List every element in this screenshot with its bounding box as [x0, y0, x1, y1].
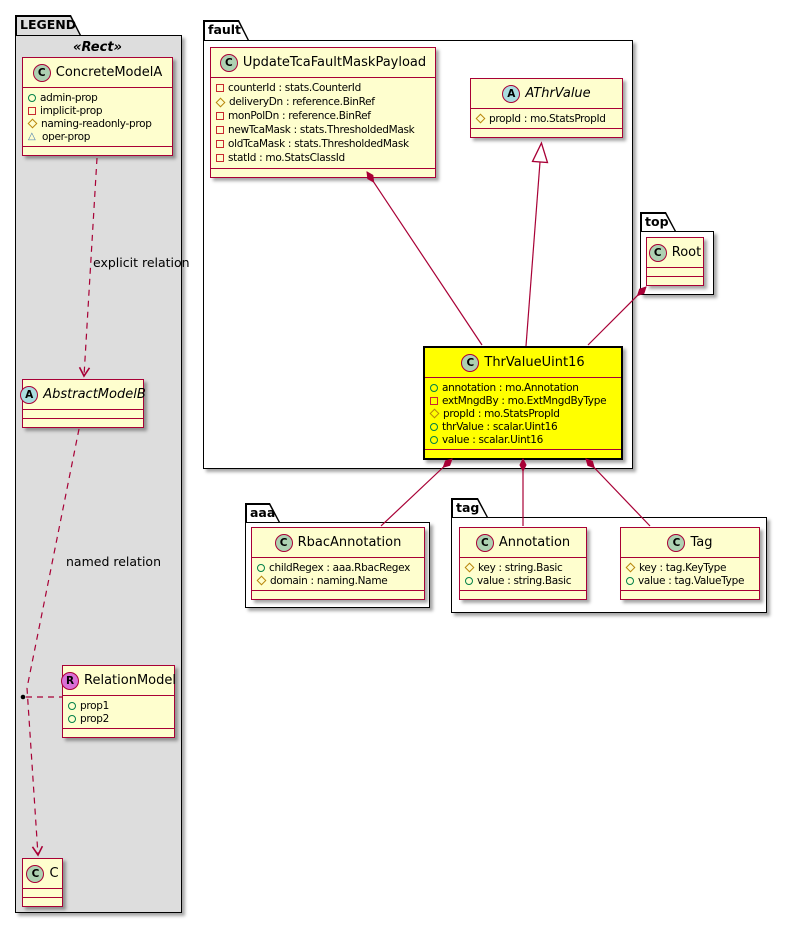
member-label: deliveryDn : reference.BinRef: [229, 96, 375, 108]
member-label: thrValue : scalar.Uint16: [442, 420, 558, 433]
member-row: [211, 123, 435, 137]
member-row: [211, 81, 435, 95]
visibility-diamond-icon: [430, 409, 440, 419]
class-name: ConcreteModelA: [55, 65, 163, 80]
visibility-circle-icon: [68, 702, 76, 710]
package-legend: [15, 35, 182, 913]
member-row: [211, 151, 435, 165]
empty-compartment: [460, 590, 586, 599]
member-label: childRegex : aaa.RbacRegex: [269, 561, 411, 574]
visibility-triangle-icon: [28, 132, 38, 142]
empty-compartment: [23, 897, 62, 906]
class-spot-icon: C: [220, 54, 238, 72]
member-label: key : string.Basic: [478, 561, 563, 574]
class-annotation: [459, 527, 587, 600]
member-row: [425, 420, 621, 433]
member-row: [460, 561, 586, 574]
class-spot-icon: C: [26, 865, 44, 883]
class-name: UpdateTcaFaultMaskPayload: [242, 55, 427, 70]
visibility-circle-icon: [68, 715, 76, 723]
package-tab-legend: [15, 15, 81, 35]
class-root: [646, 237, 704, 286]
class-name: Annotation: [498, 535, 571, 550]
member-label: naming-readonly-prop: [41, 117, 152, 130]
member-label: oper-prop: [42, 130, 91, 143]
relation-composition-thrvalueuint16-tag: [586, 459, 650, 526]
empty-compartment: [23, 418, 143, 427]
visibility-diamond-icon: [465, 563, 475, 573]
empty-compartment: [621, 590, 759, 599]
relation-composition-thrvalueuint16-rbacannotation: [381, 459, 452, 526]
empty-compartment: [23, 888, 62, 897]
relation-label-explicit: explicit relation: [93, 255, 190, 270]
member-label: counterId : stats.CounterId: [228, 82, 361, 94]
member-row: [63, 699, 174, 712]
class-name: RelationModel: [84, 673, 176, 688]
package-name-aaa: aaa: [250, 505, 276, 520]
class-name: Tag: [690, 535, 713, 550]
member-row: [425, 433, 621, 446]
visibility-circle-icon: [28, 94, 36, 102]
member-label: value : string.Basic: [477, 574, 572, 587]
class-name: RbacAnnotation: [297, 535, 402, 550]
empty-compartment: [425, 449, 621, 458]
abstract-spot-icon: A: [502, 85, 520, 103]
package-name-legend: LEGEND: [20, 17, 77, 32]
member-row: [211, 95, 435, 109]
empty-compartment: [647, 267, 703, 276]
visibility-circle-icon: [465, 577, 473, 585]
visibility-diamond-icon: [28, 119, 38, 129]
member-label: annotation : mo.Annotation: [442, 381, 579, 394]
empty-compartment: [63, 728, 174, 737]
package-tab-aaa: [245, 503, 280, 522]
empty-compartment: [23, 146, 172, 155]
class-name: C: [49, 866, 59, 881]
member-row: [211, 137, 435, 151]
class-tag: [620, 527, 760, 600]
empty-compartment: [211, 168, 435, 177]
class-update-tca-fault-mask-payload: [210, 47, 436, 178]
member-label: prop2: [80, 712, 110, 725]
legend-stereotype: «Rect»: [73, 40, 122, 55]
class-thr-value-uint16: [423, 346, 623, 460]
class-spot-icon: C: [275, 534, 293, 552]
member-row: [23, 91, 172, 104]
member-row: [425, 381, 621, 394]
visibility-circle-icon: [626, 577, 634, 585]
class-concrete-model-a: [22, 57, 173, 156]
empty-compartment: [23, 409, 143, 418]
class-abstract-model-b: [22, 379, 144, 428]
package-tab-fault: [203, 20, 249, 40]
member-label: value : scalar.Uint16: [442, 433, 544, 446]
member-label: value : tag.ValueType: [638, 574, 745, 587]
member-row: [252, 574, 424, 587]
package-name-tag: tag: [456, 500, 480, 515]
member-row: [621, 561, 759, 574]
member-label: admin-prop: [40, 91, 98, 104]
member-label: newTcaMask : stats.ThresholdedMask: [228, 124, 415, 136]
visibility-square-icon: [430, 397, 438, 405]
member-label: prop1: [80, 699, 110, 712]
class-rbac-annotation: [251, 527, 425, 600]
visibility-circle-icon: [257, 564, 265, 572]
visibility-circle-icon: [430, 423, 438, 431]
package-name-fault: fault: [208, 22, 242, 37]
class-spot-icon: C: [476, 534, 494, 552]
visibility-square-icon: [216, 140, 224, 148]
class-relation-model: [62, 665, 175, 738]
empty-compartment: [252, 590, 424, 599]
member-row: [621, 574, 759, 587]
empty-compartment: [471, 128, 622, 137]
visibility-circle-icon: [430, 436, 438, 444]
class-name: AbstractModelB: [43, 387, 146, 402]
relation-spot-icon: R: [61, 672, 79, 690]
member-row: [425, 394, 621, 407]
member-row: [252, 561, 424, 574]
member-label: oldTcaMask : stats.ThresholdedMask: [228, 138, 409, 150]
member-label: monPolDn : reference.BinRef: [228, 110, 371, 122]
member-label: extMngdBy : mo.ExtMngdByType: [442, 394, 607, 407]
class-a-thr-value: [470, 78, 623, 138]
class-spot-icon: C: [667, 534, 685, 552]
package-tab-top: [640, 212, 676, 231]
member-label: key : tag.KeyType: [639, 561, 727, 574]
visibility-square-icon: [216, 126, 224, 134]
empty-compartment: [647, 276, 703, 285]
visibility-circle-icon: [430, 384, 438, 392]
visibility-diamond-icon: [476, 114, 486, 124]
class-spot-icon: C: [461, 354, 479, 372]
class-name: AThrValue: [525, 86, 591, 101]
member-label: domain : naming.Name: [270, 574, 388, 587]
member-row: [211, 109, 435, 123]
member-row: [23, 104, 172, 117]
member-row: [63, 712, 174, 725]
visibility-diamond-icon: [216, 97, 226, 107]
class-name: ThrValueUint16: [484, 355, 585, 370]
visibility-square-icon: [216, 112, 224, 120]
member-row: [425, 407, 621, 420]
visibility-square-icon: [216, 84, 224, 92]
member-row: [23, 130, 172, 143]
visibility-diamond-icon: [626, 563, 636, 573]
class-spot-icon: C: [649, 244, 667, 262]
member-label: propId : mo.StatsPropId: [489, 112, 606, 125]
abstract-spot-icon: A: [20, 386, 38, 404]
relation-label-named: named relation: [66, 554, 161, 569]
visibility-square-icon: [28, 107, 36, 115]
visibility-diamond-icon: [257, 576, 267, 586]
package-name-top: top: [645, 214, 669, 229]
member-row: [460, 574, 586, 587]
class-c: [22, 858, 63, 907]
class-name: Root: [671, 245, 702, 260]
class-spot-icon: C: [33, 64, 51, 82]
member-row: [23, 117, 172, 130]
member-label: implicit-prop: [40, 104, 103, 117]
package-tab-tag: [451, 498, 488, 517]
member-row: [471, 112, 622, 125]
visibility-square-icon: [216, 154, 224, 162]
member-label: propId : mo.StatsPropId: [443, 407, 560, 420]
member-label: statId : mo.StatsClassId: [228, 152, 345, 164]
